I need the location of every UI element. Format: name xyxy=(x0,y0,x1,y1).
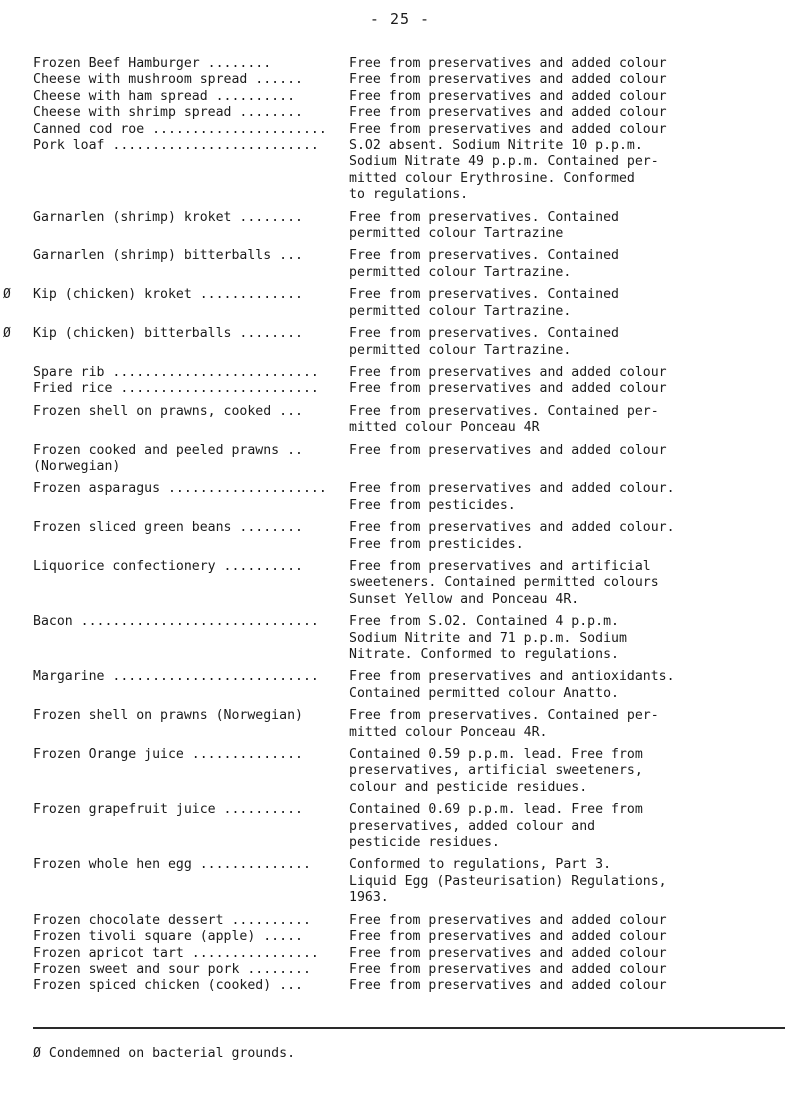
list-item xyxy=(33,56,785,72)
list-item xyxy=(33,105,785,121)
food-item: Margarine .......................... xyxy=(33,669,319,685)
food-item: Kip (chicken) kroket ............. xyxy=(33,287,303,303)
food-item: Liquorice confectionery .......... xyxy=(33,558,303,574)
list-item xyxy=(33,857,785,906)
page-number: - 25 - xyxy=(369,10,431,28)
test-result: Conformed to regulations, Part 3. Liquid Egg (Pasteurisation) Regulations, 1963. xyxy=(349,857,667,906)
food-item: Cheese with ham spread .......... xyxy=(33,88,296,104)
list-item xyxy=(33,210,785,243)
list-item xyxy=(33,559,785,608)
results-list xyxy=(3,56,785,995)
test-result: Free from preservatives. Contained permitted colour Tartrazine. xyxy=(349,326,619,358)
list-item xyxy=(33,708,785,741)
food-item: Frozen Beef Hamburger ........ xyxy=(33,56,272,71)
footnote: Ø Condemned on bacterial grounds. xyxy=(33,1046,296,1061)
list-item xyxy=(33,404,785,437)
list-item xyxy=(33,72,785,88)
food-item: Frozen grapefruit juice .......... xyxy=(33,802,303,818)
condemned-marker: Ø xyxy=(3,287,11,303)
food-item: Frozen shell on prawns (Norwegian) xyxy=(33,708,303,724)
list-item xyxy=(3,287,785,320)
test-result: Free from preservatives and antioxidants. Contained permitted colour Anatto. xyxy=(349,669,675,701)
test-result: S.O2 absent. Sodium Nitrite 10 p.p.m. Sodium Nitrate 49 p.p.m. Contained per- mitted colour Erythrosine. Conformed to regulations. xyxy=(349,138,659,203)
condemned-marker: Ø xyxy=(3,326,11,342)
test-result: Free from preservatives. Contained per- mitted colour Ponceau 4R. xyxy=(349,708,659,740)
food-item: Fried rice ......................... xyxy=(33,381,319,397)
test-result: Free from preservatives and added colour xyxy=(349,912,667,928)
food-item: Spare rib .......................... xyxy=(33,364,319,380)
food-item: Frozen shell on prawns, cooked ... xyxy=(33,403,303,419)
test-result: Free from preservatives. Contained permitted colour Tartrazine. xyxy=(349,287,619,319)
test-result: Free from preservatives. Contained permitted colour Tartrazine xyxy=(349,209,619,242)
food-item: Frozen sweet and sour pork ........ xyxy=(33,961,311,977)
list-item xyxy=(33,122,785,138)
test-result: Free from preservatives and added colour xyxy=(349,381,667,397)
list-item xyxy=(33,929,785,945)
list-item xyxy=(33,138,785,204)
list-item xyxy=(33,802,785,851)
test-result: Free from preservatives and added colour xyxy=(349,442,667,458)
food-item: Frozen chocolate dessert .......... xyxy=(33,912,311,928)
test-result: Free from preservatives and added colour xyxy=(349,56,667,71)
food-item: Cheese with mushroom spread ...... xyxy=(33,72,303,88)
test-result: Free from preservatives. Contained per- mitted colour Ponceau 4R xyxy=(349,403,659,436)
test-result: Free from preservatives and added colour xyxy=(349,978,667,994)
food-item: Frozen asparagus .................... xyxy=(33,481,327,497)
test-result: Free from preservatives and added colour xyxy=(349,364,667,380)
test-result: Contained 0.69 p.p.m. lead. Free from preservatives, added colour and pesticide residues. xyxy=(349,802,643,851)
food-item: Bacon .............................. xyxy=(33,614,319,630)
list-item xyxy=(33,89,785,105)
food-item: Frozen tivoli square (apple) ..... xyxy=(33,929,303,945)
test-result: Free from preservatives and added colour xyxy=(349,72,667,88)
food-item: Canned cod roe ...................... xyxy=(33,121,327,137)
list-item xyxy=(33,365,785,381)
list-item xyxy=(33,962,785,978)
test-result: Free from preservatives and added colour xyxy=(349,121,667,137)
test-result: Free from preservatives and added colour. Free from presticides. xyxy=(349,520,675,552)
food-item: Pork loaf .......................... xyxy=(33,138,319,154)
list-item xyxy=(33,443,785,476)
food-item: Frozen spiced chicken (cooked) ... xyxy=(33,978,303,994)
food-item: Kip (chicken) bitterballs ........ xyxy=(33,326,303,342)
list-item xyxy=(33,481,785,514)
list-item xyxy=(33,946,785,962)
list-item xyxy=(33,381,785,397)
test-result: Free from preservatives and added colour xyxy=(349,945,667,961)
test-result: Free from preservatives. Contained permitted colour Tartrazine. xyxy=(349,248,619,280)
list-item xyxy=(33,520,785,553)
list-item xyxy=(33,913,785,929)
test-result: Free from S.O2. Contained 4 p.p.m. Sodium Nitrite and 71 p.p.m. Sodium Nitrate. Conformed to regulations. xyxy=(349,614,627,662)
test-result: Contained 0.59 p.p.m. lead. Free from preservatives, artificial sweeteners, colour and pesticide residues. xyxy=(349,747,643,795)
list-item xyxy=(33,248,785,281)
food-item: Garnarlen (shrimp) bitterballs ... xyxy=(33,248,303,264)
test-result: Free from preservatives and artificial sweeteners. Contained permitted colours Sunset Yellow and Ponceau 4R. xyxy=(349,558,659,607)
food-item: Frozen cooked and peeled prawns .. (Norwegian) xyxy=(33,442,303,474)
test-result: Free from preservatives and added colour xyxy=(349,88,667,104)
list-item xyxy=(33,614,785,663)
food-item: Frozen whole hen egg .............. xyxy=(33,857,311,873)
list-item xyxy=(33,747,785,796)
list-item xyxy=(33,669,785,702)
test-result: Free from preservatives and added colour xyxy=(349,961,667,977)
list-item xyxy=(3,326,785,359)
test-result: Free from preservatives and added colour xyxy=(349,105,667,121)
test-result: Free from preservatives and added colour. Free from pesticides. xyxy=(349,481,675,513)
food-item: Frozen apricot tart ................ xyxy=(33,945,319,961)
food-item: Frozen sliced green beans ........ xyxy=(33,520,303,536)
food-item: Frozen Orange juice .............. xyxy=(33,747,303,763)
list-item xyxy=(33,978,785,994)
footnote-divider xyxy=(33,1027,785,1029)
food-item: Garnarlen (shrimp) kroket ........ xyxy=(33,209,303,225)
food-item: Cheese with shrimp spread ........ xyxy=(33,105,303,121)
test-result: Free from preservatives and added colour xyxy=(349,929,667,945)
